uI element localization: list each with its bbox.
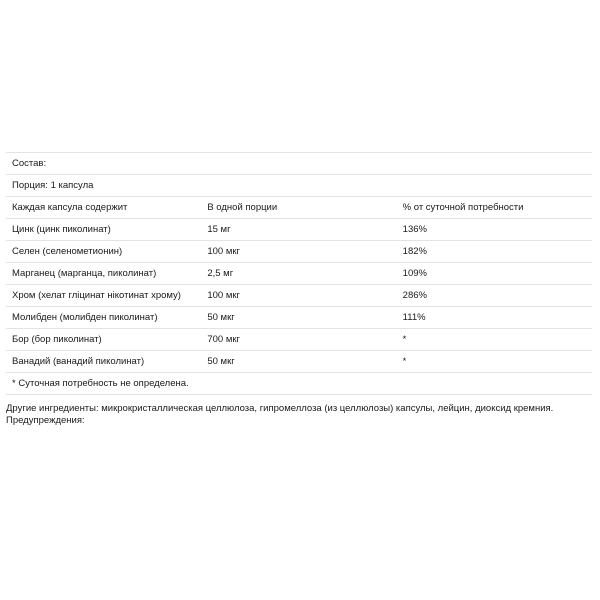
ingredient-daily-value: 136%: [397, 219, 592, 241]
ingredient-daily-value: 109%: [397, 263, 592, 285]
supplement-facts-table: [6, 152, 592, 395]
ingredient-name: Молибден (молибден пиколинат): [6, 307, 201, 329]
other-ingredients: Другие ингредиенты: микрокристаллическая целлюлоза, гипромеллоза (из целлюлозы) капсулы, лейцин, диоксид кремния.: [6, 403, 554, 414]
ingredient-daily-value: 182%: [397, 241, 592, 263]
header-amount: В одной порции: [201, 197, 396, 219]
section-title-row: [6, 153, 592, 175]
ingredient-name: Цинк (цинк пиколинат): [6, 219, 201, 241]
ingredient-name: Ванадий (ванадий пиколинат): [6, 351, 201, 373]
section-title: Состав:: [6, 153, 592, 175]
ingredient-name: Хром (хелат гліцинат нікотинат хрому): [6, 285, 201, 307]
ingredient-daily-value: *: [397, 329, 592, 351]
ingredient-amount: 50 мкг: [201, 307, 396, 329]
table-row: [6, 285, 592, 307]
header-daily-value: % от суточной потребности: [397, 197, 592, 219]
ingredient-name: Бор (бор пиколинат): [6, 329, 201, 351]
supplement-facts: [6, 152, 592, 427]
ingredient-amount: 100 мкг: [201, 285, 396, 307]
ingredient-amount: 2,5 мг: [201, 263, 396, 285]
table-row: [6, 263, 592, 285]
ingredient-name: Селен (селенометионин): [6, 241, 201, 263]
warnings-heading: Предупреждения:: [6, 415, 85, 426]
table-row: [6, 241, 592, 263]
ingredient-name: Марганец (марганца, пиколинат): [6, 263, 201, 285]
ingredient-daily-value: 111%: [397, 307, 592, 329]
ingredient-amount: 50 мкг: [201, 351, 396, 373]
ingredient-amount: 700 мкг: [201, 329, 396, 351]
notes-section: [6, 403, 592, 427]
ingredient-amount: 100 мкг: [201, 241, 396, 263]
table-row: [6, 351, 592, 373]
table-row: [6, 307, 592, 329]
serving-size: Порция: 1 капсула: [6, 175, 592, 197]
table-row: [6, 219, 592, 241]
footnote: * Суточная потребность не определена.: [6, 373, 592, 395]
serving-row: [6, 175, 592, 197]
header-ingredient: Каждая капсула содержит: [6, 197, 201, 219]
ingredient-amount: 15 мг: [201, 219, 396, 241]
header-row: [6, 197, 592, 219]
ingredient-daily-value: *: [397, 351, 592, 373]
table-row: [6, 329, 592, 351]
ingredient-daily-value: 286%: [397, 285, 592, 307]
footnote-row: [6, 373, 592, 395]
